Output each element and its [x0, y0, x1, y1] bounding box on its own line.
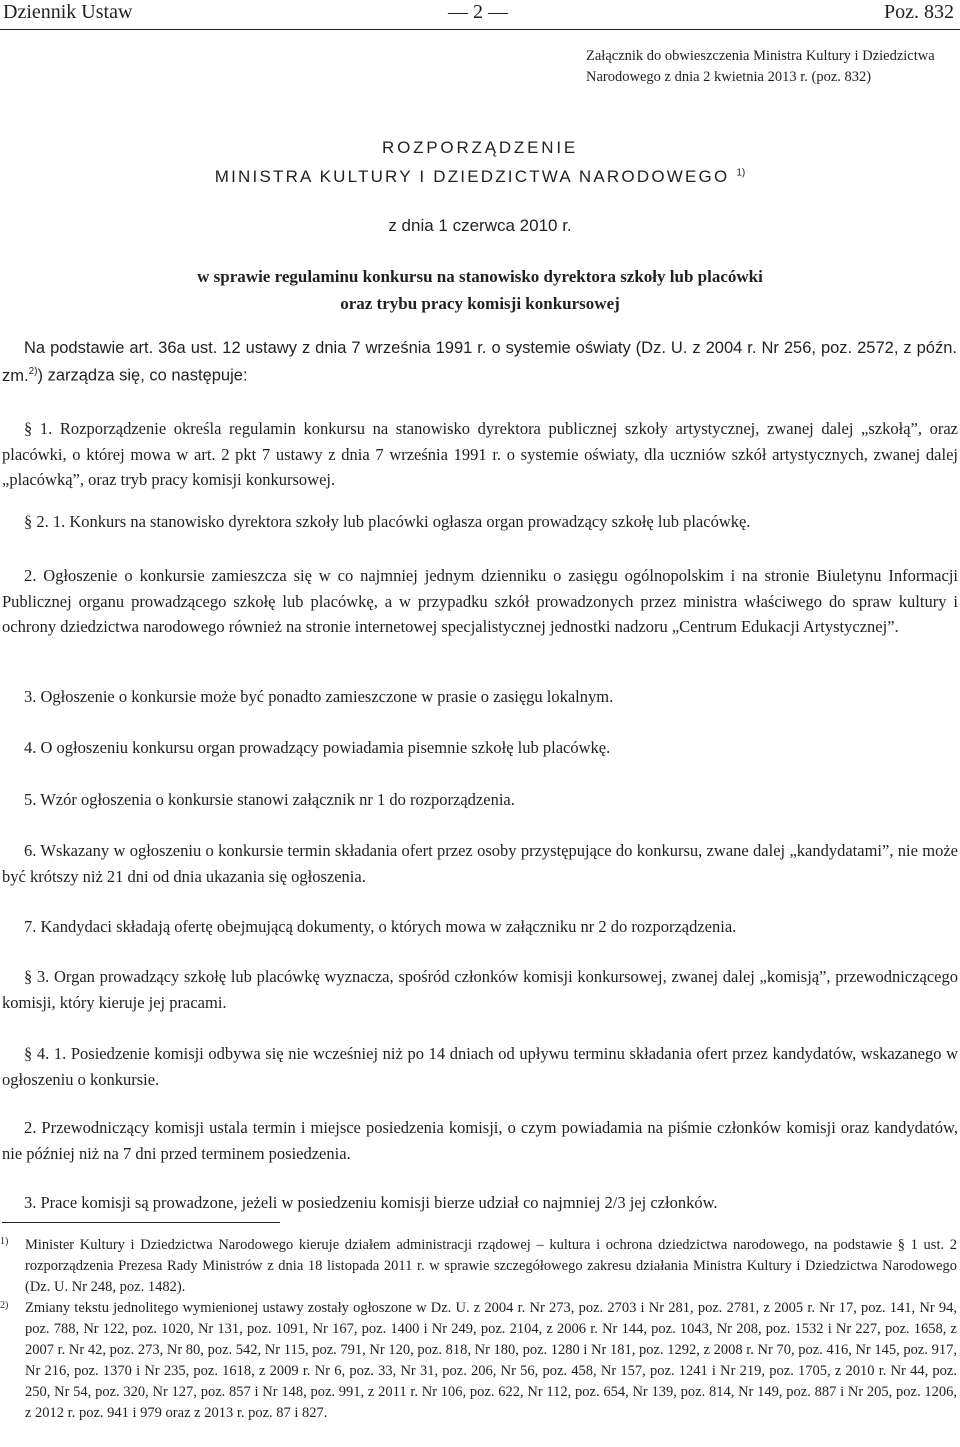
document-title: ROZPORZĄDZENIE: [382, 138, 578, 157]
header-divider: [0, 29, 960, 30]
header-page-number: — 2 —: [448, 1, 508, 23]
preamble-text-end: ) zarządza się, co następuje:: [37, 366, 248, 385]
footnote-divider: [2, 1222, 280, 1223]
footnote-ref-2: 2): [28, 366, 38, 377]
footnote-2-number: 2): [0, 1300, 9, 1311]
footnote-1-number: 1): [0, 1236, 9, 1247]
paragraph-2-3: 3. Ogłoszenie o konkursie może być ponadto zamieszczone w prasie o zasięgu lokalnym.: [24, 687, 614, 706]
document-subject: [0, 263, 960, 317]
paragraph-4-3: 3. Prace komisji są prowadzone, jeżeli w posiedzeniu komisji bierze udział co najmniej 2/3 jej członków.: [24, 1193, 718, 1212]
preamble: [2, 336, 957, 388]
annex-note: Załącznik do obwieszczenia Ministra Kultury i Dziedzictwa Narodowego z dnia 2 kwietnia 2013 r. (poz. 832): [586, 48, 935, 85]
document-subject-line-1: w sprawie regulaminu konkursu na stanowisko dyrektora szkoły lub placówki: [197, 267, 763, 286]
header-journal-name: Dziennik Ustaw: [3, 1, 133, 23]
paragraph-4-2: 2. Przewodniczący komisji ustala termin i miejsce posiedzenia komisji, o czym powiadamia na piśmie członków komisji oraz kandydatów, nie później niż na 7 dni przed terminem posiedzenia.: [2, 1118, 958, 1163]
paragraph-2-7: 7. Kandydaci składają ofertę obejmującą dokumenty, o których mowa w załączniku nr 2 do rozporządzenia.: [24, 917, 737, 936]
preamble-text: Na podstawie art. 36a ust. 12 ustawy z dnia 7 września 1991 r. o systemie oświaty (Dz. U. z 2004 r. Nr 256, poz. 2572, z późn. zm.: [2, 339, 957, 385]
paragraph-2-2: 2. Ogłoszenie o konkursie zamieszcza się w co najmniej jednym dzienniku o zasięgu ogólnopolskim i na stronie Biuletynu Informacji Publicznej organu prowadzącego szkołę lub placówkę, a w przypadku szkół prowadzonych przez ministra właściwego do spraw kultury i ochrony dziedzictwa narodowego również na stronie internetowej specjalistycznej jednostki nadzoru „Centrum Edukacji Artystycznej”.: [2, 566, 958, 636]
paragraph-4-1: § 4. 1. Posiedzenie komisji odbywa się nie wcześniej niż po 14 dniach od upływu terminu składania ofert przez kandydatów, wskazanego w ogłoszeniu o konkursie.: [2, 1044, 958, 1089]
footnote-1-text: Minister Kultury i Dziedzictwa Narodowego kieruje działem administracji rządowej – kultura i ochrona dziedzictwa narodowego, na podstawie § 1 ust. 2 rozporządzenia Prezesa Rady Ministrów z dnia 18 listopada 2011 r. w sprawie szczegółowego zakresu działania Ministra Kultury i Dziedzictwa Narodowego (Dz. U. Nr 248, poz. 1482).: [25, 1237, 957, 1295]
paragraph-1: § 1. Rozporządzenie określa regulamin konkursu na stanowisko dyrektora publicznej szkoły artystycznej, zwanej dalej „szkołą”, oraz placówki, o której mowa w art. 2 pkt 7 ustawy z dnia 7 września 1991 r. o systemie oświaty, dla uczniów szkół artystycznych, zwanej dalej „placówką”, oraz tryb pracy komisji konkursowej.: [2, 419, 958, 489]
footnote-2-text: Zmiany tekstu jednolitego wymienionej ustawy zostały ogłoszone w Dz. U. z 2004 r. Nr 273, poz. 2703 i Nr 281, poz. 2781, z 2005 r. Nr 17, poz. 141, Nr 94, poz. 788, Nr 122, poz. 1020, Nr 131, poz. 1091, Nr 167, poz. 1400 i Nr 249, poz. 2104, z 2006 r. Nr 144, poz. 1043, Nr 208, poz. 1532 i Nr 227, poz. 1658, z 2007 r. Nr 42, poz. 273, Nr 80, poz. 542, Nr 115, poz. 791, Nr 120, poz. 818, Nr 180, poz. 1280 i Nr 181, poz. 1292, z 2008 r. Nr 70, poz. 416, Nr 145, poz. 917, Nr 216, poz. 1370 i Nr 235, poz. 1618, z 2009 r. Nr 6, poz. 33, Nr 31, poz. 206, Nr 56, poz. 458, Nr 157, poz. 1241 i Nr 219, poz. 1705, z 2010 r. Nr 44, poz. 250, Nr 54, poz. 320, Nr 127, poz. 857 i Nr 148, poz. 991, z 2011 r. Nr 106, poz. 622, Nr 112, poz. 654, Nr 139, poz. 814, Nr 149, poz. 887 i Nr 205, poz. 1206, z 2012 r. poz. 941 i 979 oraz z 2013 r. poz. 87 i 827.: [25, 1300, 957, 1421]
paragraph-2-4: 4. O ogłoszeniu konkursu organ prowadzący powiadamia pisemnie szkołę lub placówkę.: [24, 738, 611, 757]
document-subject-line-2: oraz trybu pracy komisji konkursowej: [340, 294, 620, 313]
paragraph-2-1: § 2. 1. Konkurs na stanowisko dyrektora szkoły lub placówki ogłasza organ prowadzący szkołę lub placówkę.: [24, 512, 751, 531]
footnote-ref-1: 1): [736, 167, 746, 179]
paragraph-2-5: 5. Wzór ogłoszenia o konkursie stanowi załącznik nr 1 do rozporządzenia.: [24, 790, 515, 809]
header-position: Poz. 832: [884, 1, 954, 23]
paragraph-3: § 3. Organ prowadzący szkołę lub placówkę wyznacza, spośród członków komisji konkursowej, zwanej dalej „komisją”, przewodniczącego komisji, który kieruje jej pracami.: [2, 967, 958, 1012]
paragraph-2-6: 6. Wskazany w ogłoszeniu o konkursie termin składania ofert przez osoby przystępujące do konkursu, zwane dalej „kandydatami”, nie może być krótszy niż 21 dni od dnia ukazania się ogłoszenia.: [2, 841, 958, 886]
document-date: z dnia 1 czerwca 2010 r.: [388, 216, 572, 235]
issuing-authority: [0, 167, 960, 187]
issuing-authority-text: MINISTRA KULTURY I DZIEDZICTWA NARODOWEGO: [214, 167, 730, 186]
